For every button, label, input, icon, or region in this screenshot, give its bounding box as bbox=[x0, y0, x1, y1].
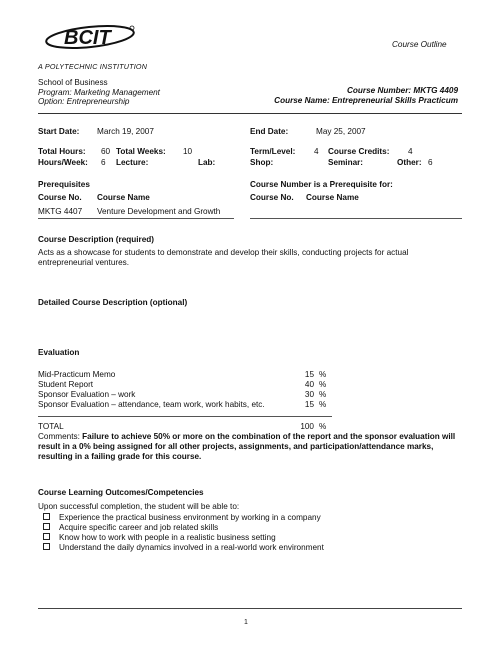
prereq-right-rule bbox=[250, 218, 462, 219]
bcit-logo bbox=[38, 20, 142, 68]
program-name: Program: Marketing Management bbox=[38, 88, 160, 97]
outcomes-intro: Upon successful completion, the student will be able to: bbox=[38, 502, 240, 511]
prereq-heading: Prerequisites bbox=[38, 180, 90, 189]
eval-item-label: Sponsor Evaluation – work bbox=[38, 390, 136, 399]
prereq-left-rule bbox=[38, 218, 234, 219]
other-value: 6 bbox=[428, 158, 433, 167]
eval-item-unit: % bbox=[319, 370, 327, 379]
start-date-label: Start Date: bbox=[38, 127, 80, 136]
lecture-label: Lecture: bbox=[116, 158, 149, 167]
course-name: Course Name: Entrepreneurial Skills Practicum bbox=[274, 96, 458, 105]
comments-text: Failure to achieve 50% or more on the combination of the report and the sponsor evaluation will result in a 0% being assigned for all other projects, assignments, and participation/attendance marks, resulting in a failing grade for this course. bbox=[38, 432, 456, 461]
course-credits-value: 4 bbox=[408, 147, 413, 156]
eval-item-value: 15 bbox=[304, 400, 314, 409]
logo-text: BCIT bbox=[64, 27, 111, 49]
other-label: Other: bbox=[397, 158, 422, 167]
eval-item-value: 30 bbox=[304, 390, 314, 399]
eval-comments bbox=[38, 432, 463, 462]
evaluation-heading: Evaluation bbox=[38, 348, 80, 357]
outcome-item: Acquire specific career and job related skills bbox=[43, 523, 218, 533]
eval-item-unit: % bbox=[319, 380, 327, 389]
eval-item-unit: % bbox=[319, 400, 327, 409]
option-name: Option: Entrepreneurship bbox=[38, 97, 130, 106]
page-number: 1 bbox=[244, 619, 248, 626]
eval-total-rule bbox=[38, 416, 332, 417]
prereq-for-col-name: Course Name bbox=[306, 193, 359, 202]
total-weeks-label: Total Weeks: bbox=[116, 147, 166, 156]
course-number: Course Number: MKTG 4409 bbox=[346, 86, 458, 95]
checkbox-bullet-icon bbox=[43, 523, 50, 530]
checkbox-bullet-icon bbox=[43, 543, 50, 550]
term-level-label: Term/Level: bbox=[250, 147, 296, 156]
comments-label: Comments: bbox=[38, 432, 80, 441]
start-date-value: March 19, 2007 bbox=[97, 127, 154, 136]
eval-item-unit: % bbox=[319, 390, 327, 399]
prereq-for-heading: Course Number is a Prerequisite for: bbox=[250, 180, 393, 189]
eval-total-label: TOTAL bbox=[38, 422, 64, 431]
detailed-description-heading: Detailed Course Description (optional) bbox=[38, 298, 188, 307]
prereq-col-name: Course Name bbox=[97, 193, 150, 202]
prereq-row-name: Venture Development and Growth bbox=[97, 207, 221, 216]
course-credits-label: Course Credits: bbox=[328, 147, 390, 156]
outcome-item: Understand the daily dynamics involved in a real-world work environment bbox=[43, 543, 324, 553]
eval-total-unit: % bbox=[319, 422, 327, 431]
description-heading: Course Description (required) bbox=[38, 235, 155, 244]
eval-item-label: Mid-Practicum Memo bbox=[38, 370, 116, 379]
end-date-value: May 25, 2007 bbox=[316, 127, 366, 136]
term-level-value: 4 bbox=[314, 147, 319, 156]
eval-item-value: 15 bbox=[304, 370, 314, 379]
total-hours-value: 60 bbox=[101, 147, 111, 156]
eval-total-value: 100 bbox=[300, 422, 314, 431]
description-text: Acts as a showcase for students to demonstrate and develop their skills, conducting projects for actual entrepreneurial ventures. bbox=[38, 248, 409, 267]
prereq-row-no: MKTG 4407 bbox=[38, 207, 83, 216]
prereq-for-col-no: Course No. bbox=[250, 193, 294, 202]
checkbox-bullet-icon bbox=[43, 513, 50, 520]
footer-rule bbox=[38, 608, 462, 609]
outcome-item: Experience the practical business environment by working in a company bbox=[43, 513, 321, 523]
outcome-item: Know how to work with people in a realistic business setting bbox=[43, 533, 276, 543]
institution-line: A POLYTECHNIC INSTITUTION bbox=[38, 62, 148, 71]
total-weeks-value: 10 bbox=[183, 147, 193, 156]
school-name: School of Business bbox=[38, 78, 108, 87]
outcomes-heading: Course Learning Outcomes/Competencies bbox=[38, 488, 204, 497]
end-date-label: End Date: bbox=[250, 127, 289, 136]
shop-label: Shop: bbox=[250, 158, 274, 167]
hours-week-value: 6 bbox=[101, 158, 106, 167]
total-hours-label: Total Hours: bbox=[38, 147, 86, 156]
lab-label: Lab: bbox=[198, 158, 216, 167]
eval-item-value: 40 bbox=[304, 380, 314, 389]
eval-item-label: Sponsor Evaluation – attendance, team work, work habits, etc. bbox=[38, 400, 265, 409]
seminar-label: Seminar: bbox=[328, 158, 364, 167]
checkbox-bullet-icon bbox=[43, 533, 50, 540]
header-divider bbox=[38, 113, 462, 114]
prereq-col-no: Course No. bbox=[38, 193, 82, 202]
hours-week-label: Hours/Week: bbox=[38, 158, 88, 167]
eval-item-label: Student Report bbox=[38, 380, 94, 389]
doc-type: Course Outline bbox=[392, 40, 447, 49]
